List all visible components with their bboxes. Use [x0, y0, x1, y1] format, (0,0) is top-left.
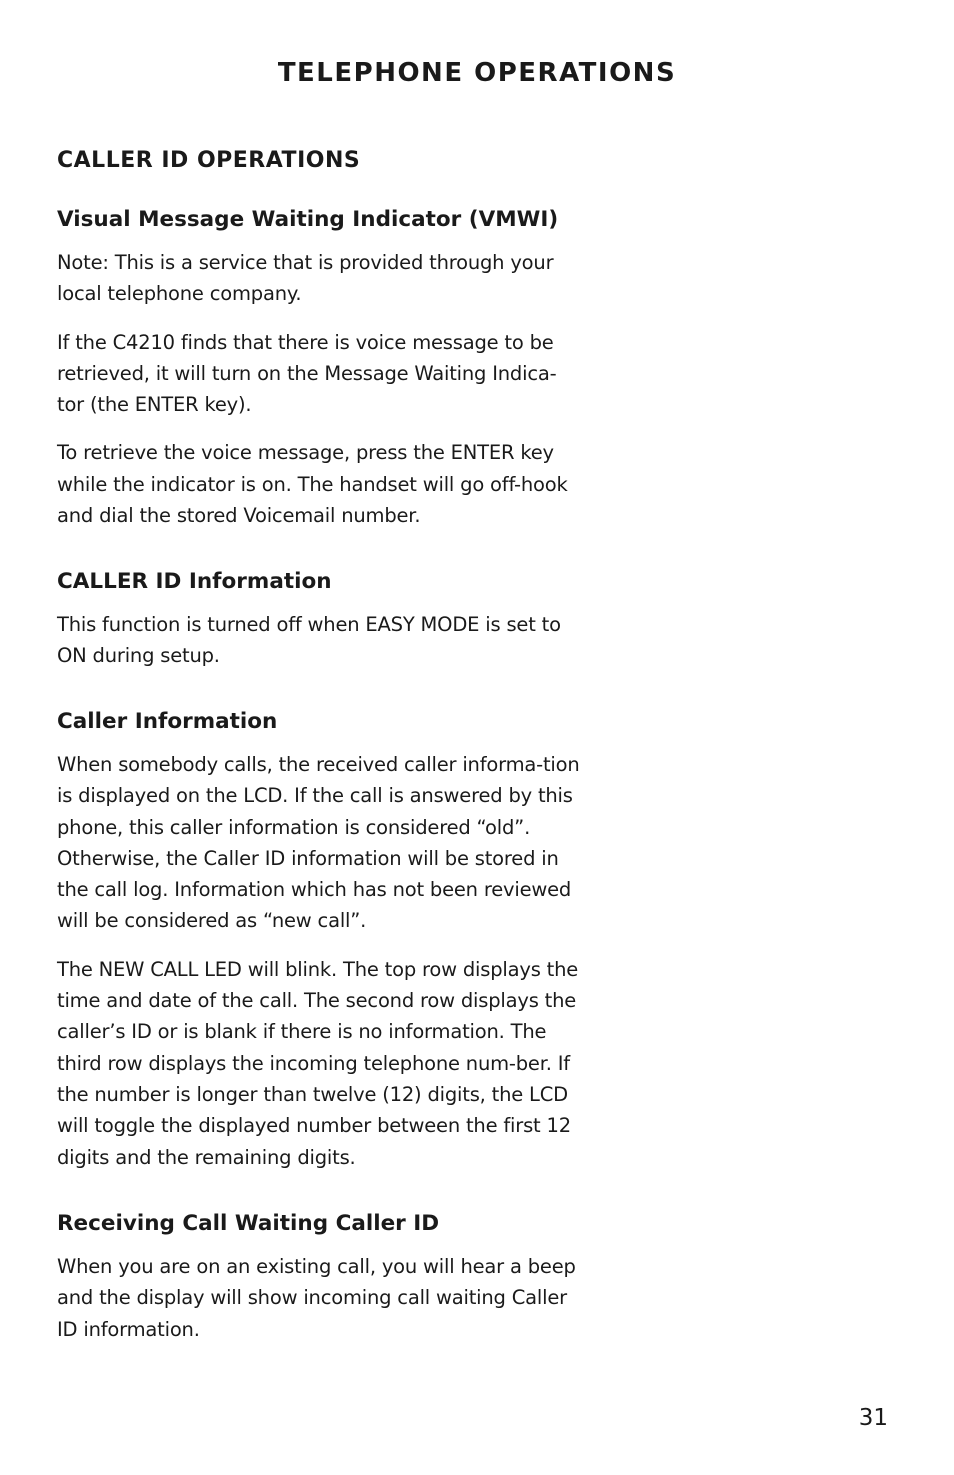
caller-info-paragraph-1: When somebody calls, the received caller informa-tion is displayed on the LCD. If the call is answered by this phone, this caller information is considered “old”. Otherwise, the Caller ID information will be stored in the call log. Information which has not been reviewed will be considered as “new call”. [57, 753, 580, 933]
caller-info-heading: Caller Information [57, 709, 278, 734]
call-waiting-paragraph-1: When you are on an existing call, you will hear a beep and the display will show incoming call waiting Caller ID information. [57, 1255, 576, 1341]
vmwi-paragraph-1: Note: This is a service that is provided through your local telephone company. [57, 251, 554, 306]
call-waiting-heading: Receiving Call Waiting Caller ID [57, 1211, 440, 1236]
caller-id-info-paragraph-1: This function is turned off when EASY MODE is set to ON during setup. [57, 613, 561, 668]
vmwi-paragraph-3: To retrieve the voice message, press the ENTER key while the indicator is on. The handset will go off-hook and dial the stored Voicemail number. [57, 441, 568, 528]
page-number: 31 [858, 1405, 888, 1431]
caller-id-info-heading: CALLER ID Information [57, 569, 332, 594]
call-waiting-section [57, 1209, 582, 1362]
vmwi-section [57, 205, 582, 548]
caller-info-section [57, 707, 582, 1190]
vmwi-heading: Visual Message Waiting Indicator (VMWI) [57, 207, 559, 232]
section-title: CALLER ID OPERATIONS [57, 148, 361, 173]
page-header: TELEPHONE OPERATIONS [277, 58, 677, 88]
vmwi-paragraph-2: If the C4210 finds that there is voice message to be retrieved, it will turn on the Message Waiting Indica-tor (the ENTER key). [57, 330, 557, 417]
caller-info-paragraph-2: The NEW CALL LED will blink. The top row displays the time and date of the call. The second row displays the caller’s ID or is blank if there is no information. The third row displays the incoming telephone num-ber. If the number is longer than twelve (12) digits, the LCD will toggle the displayed number between the first 12 digits and the remaining digits. [57, 957, 579, 1169]
caller-id-info-section [57, 567, 582, 689]
